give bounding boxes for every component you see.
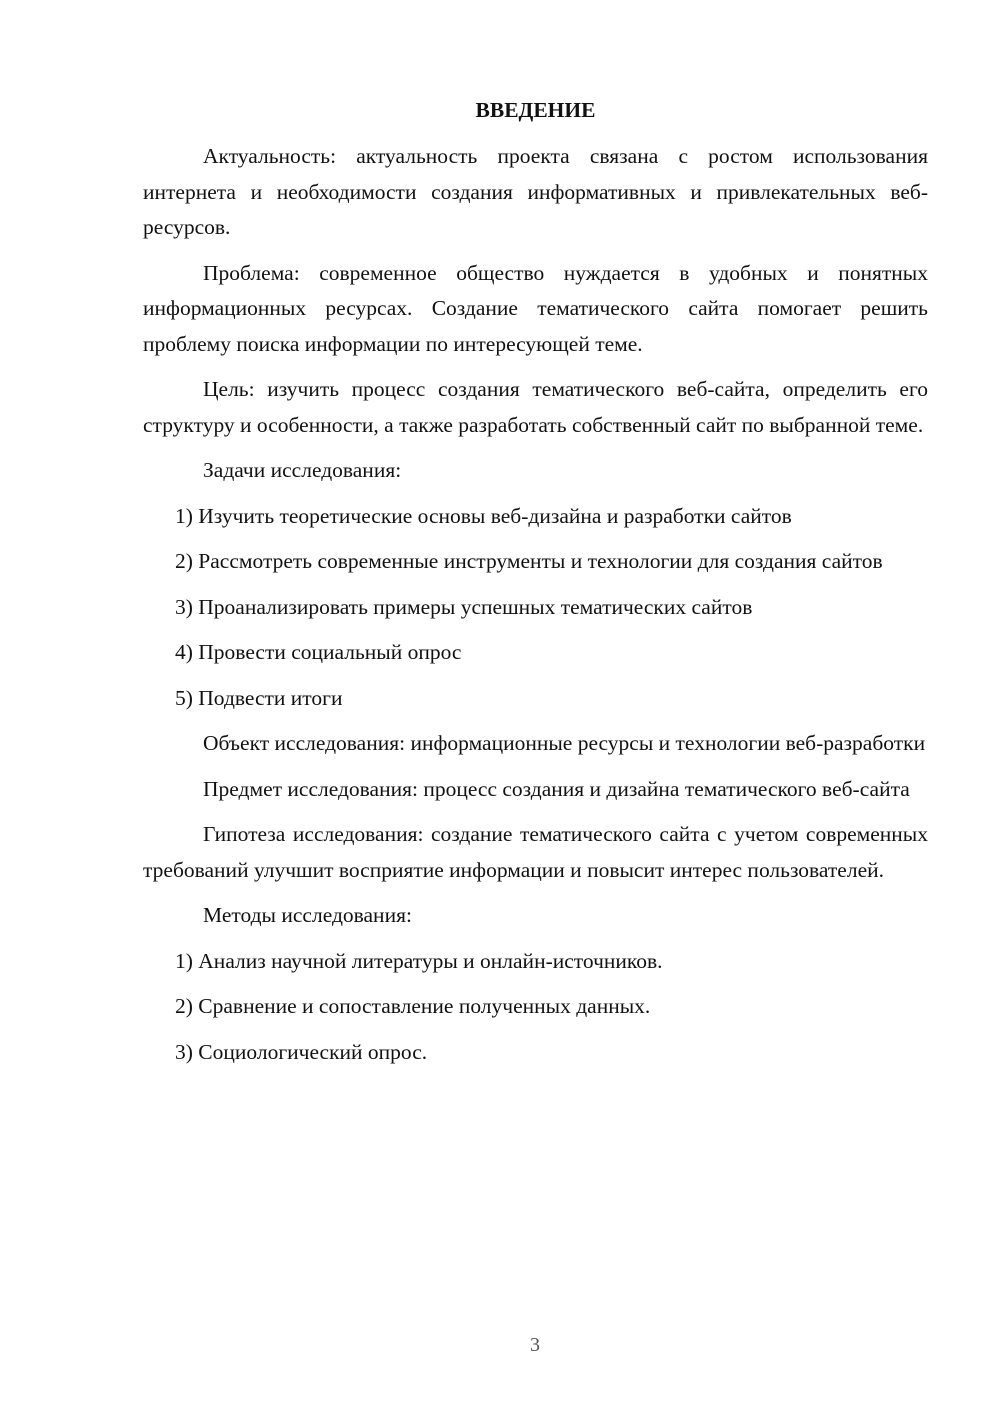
goal-paragraph: Цель: изучить процесс создания тематического веб-сайта, определить его структуру и особенности, а также разработать собственный сайт по выбранной теме. — [143, 377, 928, 437]
hypothesis-paragraph: Гипотеза исследования: создание тематического сайта с учетом современных требований улучшит восприятие информации и повысит интерес пользователей. — [143, 822, 928, 882]
method-item: 3) Социологический опрос. — [175, 1039, 428, 1064]
task-item: 2) Рассмотреть современные инструменты и технологии для создания сайтов — [175, 549, 883, 573]
task-item: 5) Подвести итоги — [175, 685, 343, 710]
tasks-heading: Задачи исследования: — [203, 458, 402, 482]
method-item: 1) Анализ научной литературы и онлайн-источников. — [175, 948, 663, 973]
task-item: 3) Проанализировать примеры успешных тематических сайтов — [175, 594, 753, 619]
problem-paragraph: Проблема: современное общество нуждается в удобных и понятных информационных ресурсах. Создание тематического сайта помогает решить проблему поиска информации по интересующей теме. — [143, 260, 928, 356]
object-paragraph: Объект исследования: информационные ресурсы и технологии веб-разработки — [203, 731, 926, 755]
relevance-paragraph: Актуальность: актуальность проекта связана с ростом использования интернета и необходимости создания информативных и привлекательных веб-ресурсов. — [143, 144, 928, 239]
method-item: 2) Сравнение и сопоставление полученных данных. — [175, 994, 651, 1018]
page-content — [143, 95, 928, 1080]
section-title: ВВЕДЕНИЕ — [475, 98, 596, 122]
task-item: 4) Провести социальный опрос — [175, 640, 462, 664]
methods-heading: Методы исследования: — [203, 903, 412, 927]
page-number: 3 — [530, 1334, 540, 1356]
subject-paragraph: Предмет исследования: процесс создания и дизайна тематического веб-сайта — [203, 776, 910, 801]
task-item: 1) Изучить теоретические основы веб-дизайна и разработки сайтов — [175, 503, 792, 528]
